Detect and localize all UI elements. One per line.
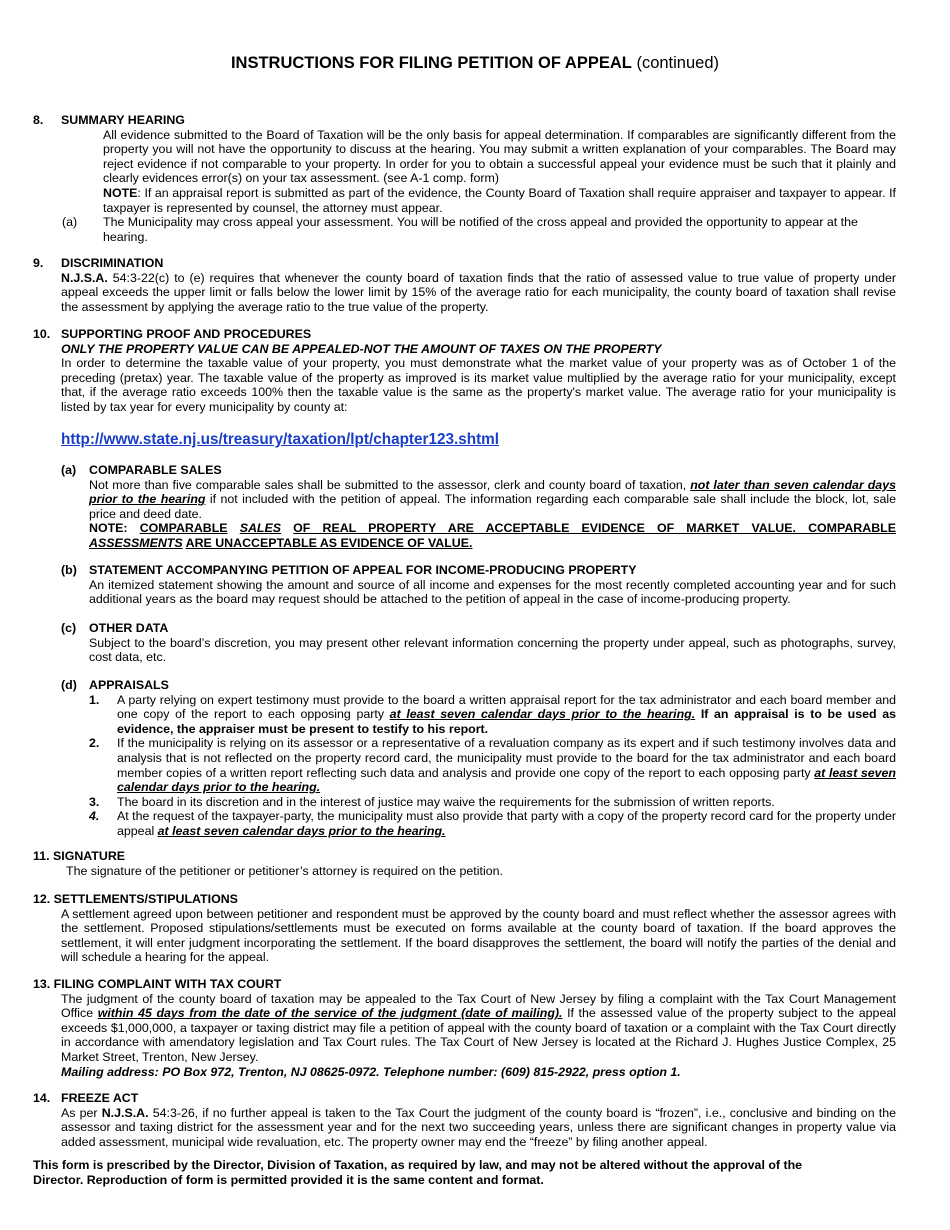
income-producing-statement: (b) STATEMENT ACCOMPANYING PETITION OF APPEAL FOR INCOME-PRODUCING PROPERTY An itemized statement showing the amount and source of all income and expenses for the most recently completed accounting year and for such additional years as the board may request should be attached to the petition of appeal in the case of income-producing property.	[61, 563, 896, 607]
section-discrimination: 9. DISCRIMINATION N.J.S.A. 54:3-22(c) to (e) requires that whenever the county board of taxation finds that the ratio of assessed value to true value of property under appeal exceeds the upper limit or falls below the lower limit by 15% of the average ratio for each municipality, the county board of taxation shall revise the assessment by applying the average ratio to the true value of the property.	[33, 256, 896, 314]
appraisal-item: 2. If the municipality is relying on its assessor or a representative of a revaluation company as its expert and if such testimony involves data and analysis that is not reflected on the property record card, the municipality must provide to the board for the tax administrator and each board member copies of a written report reflecting such data and analysis and provide one copy of the report to each opposing party at least seven calendar days prior to the hearing.	[89, 736, 897, 795]
appraisal-item: 4. At the request of the taxpayer-party, the municipality must also provide that party with a copy of the property record card for the property under appeal at least seven calendar days prior to the hearing.	[89, 809, 896, 838]
comparable-sales: (a) COMPARABLE SALES Not more than five comparable sales shall be submitted to the assessor, clerk and county board of taxation, not later than seven calendar days prior to the hearing if not included with the petition of appeal. The information regarding each comparable sale shall include the block, lot, sale price and deed date. NOTE: COMPARABLE SALES OF REAL PROPERTY ARE ACCEPTABLE EVIDENCE OF MARKET VALUE. COMPARABLE ASSESSMENTS ARE UNACCEPTABLE AS EVIDENCE OF VALUE.	[61, 463, 896, 550]
section-freeze-act: 14. FREEZE ACT As per N.J.S.A. 54:3-26, if no further appeal is taken to the Tax Court the judgment of the county board is “frozen”, i.e., conclusive and binding on the assessor and taxing district for the assessment year and for the next two succeeding years, unless there are significant changes in property value via added assessment, municipal wide revaluation, etc. The property owner may end the “freeze” by filing another appeal.	[33, 1091, 896, 1149]
section-tax-court: 13. FILING COMPLAINT WITH TAX COURT The judgment of the county board of taxation may be appealed to the Tax Court of New Jersey by filing a complaint with the Tax Court Management Office within 45 days from the date of the service of the judgment (date of mailing). If the assessed value of the property subject to the appeal exceeds $1,000,000, a taxpayer or taxing district may file a petition of appeal with the county board of taxation or a complaint with the Tax Court directly in accordance with amendatory legislation and Tax Court rules. The Tax Court of New Jersey is located at the Richard J. Hughes Justice Complex, 25 Market Street, Trenton, New Jersey. Mailing address: PO Box 972, Trenton, NJ 08625-0972. Telephone number: (609) 815-2922, press option 1.	[33, 977, 896, 1079]
cross-appeal-item: (a) The Municipality may cross appeal your assessment. You will be notified of the cross appeal and provided the opportunity to appear at the hearing.	[62, 215, 858, 244]
appraisals: (d) APPRAISALS 1. A party relying on expert testimony must provide to the board a written appraisal report for the tax administrator and each board member and one copy of the report to each opposing party at least seven calendar days prior to the hearing. If an appraisal is to be used as evidence, the appraiser must be present to testify to his report. 2. If the municipality is relying on its assessor or a representative of a revaluation company as its expert and if such testimony involves data and analysis that is not reflected on the property record card, the municipality must provide to the board for the tax administrator and each board member copies of a written report reflecting such data and analysis and provide one copy of the report to each opposing party at least seven calendar days prior to the hearing. 3. The board in its discretion and in the interest of justice may waive the requirements for the submission of written reports. 4. At the request of the taxpayer-party, the municipality must also provide that party with a copy of the property record card for the property under appeal at least seven calendar days prior to the hearing.	[61, 678, 897, 838]
section-settlements: 12. SETTLEMENTS/STIPULATIONS A settlement agreed upon between petitioner and respondent must be approved by the county board and must reflect whether the assessor agrees with the settlement. Proposed stipulations/settlements must be executed on forms available at the county board of taxation. If the board approves the settlement, it will enter judgment incorporating the settlement. If the board disapproves the settlement, the board will notify the parties of the denial and will schedule a hearing for the appeal.	[33, 892, 896, 965]
section-summary-hearing: 8. SUMMARY HEARING All evidence submitted to the Board of Taxation will be the only basis for appeal determination. If comparables are significantly different from the property you will not have the opportunity to discuss at the hearing. You may submit a written explanation of your comparables. The Board may reject evidence if not comparable to your property. In order for you to obtain a successful appeal your evidence must be such that it plainly and clearly evidences error(s) on your tax assessment. (see A-1 comp. form) NOTE: If an appraisal report is submitted as part of the evidence, the County Board of Taxation shall require appraiser and taxpayer to appear. If taxpayer is represented by counsel, the attorney must appear. (a) The Municipality may cross appeal your assessment. You will be notified of the cross appeal and provided the opportunity to appear at the hearing.	[33, 113, 896, 244]
section-supporting-proof: 10. SUPPORTING PROOF AND PROCEDURES ONLY THE PROPERTY VALUE CAN BE APPEALED-NOT THE AMOUNT OF TAXES ON THE PROPERTY In order to determine the taxable value of your property, you must demonstrate what the market value of your property was as of October 1 of the preceding (pretax) year. The taxable value of the property as improved is its market value multiplied by the average ratio for your municipality, except that, if the average ratio exceeds 100% then the taxable value is the same as the property's market value. The average ratio for your municipality is listed by tax year for every municipality by county at:	[33, 327, 896, 414]
chapter123-link[interactable]: http://www.state.nj.us/treasury/taxation/lpt/chapter123.shtml	[61, 431, 500, 448]
appraisal-item: 1. A party relying on expert testimony must provide to the board a written appraisal report for the tax administrator and each board member and one copy of the report to each opposing party at least seven calendar days prior to the hearing. If an appraisal is to be used as evidence, the appraiser must be present to testify to his report.	[89, 692, 896, 736]
section-signature: 11. SIGNATURE The signature of the petitioner or petitioner’s attorney is required on the petition.	[33, 849, 503, 878]
summary-hearing-text: All evidence submitted to the Board of Taxation will be the only basis for appeal determination. If comparables are significantly different from the property you will not have the opportunity to discuss at the hearing. You may submit a written explanation of your comparables. The Board may reject evidence if not comparable to your property. In order for you to obtain a successful appeal your evidence must be such that it plainly and clearly evidences error(s) on your tax assessment. (see A-1 comp. form) NOTE: If an appraisal report is submitted as part of the evidence, the County Board of Taxation shall require appraiser and taxpayer to appear. If taxpayer is represented by counsel, the attorney must appear.	[103, 127, 896, 215]
form-footer-notice: This form is prescribed by the Director, Division of Taxation, as required by law, and may not be altered without the approval of the Director. Reproduction of form is permitted provided it is the same content and format.	[33, 1158, 803, 1187]
page-title: INSTRUCTIONS FOR FILING PETITION OF APPEAL (continued)	[230, 54, 720, 72]
other-data: (c) OTHER DATA Subject to the board’s discretion, you may present other relevant information concerning the property under appeal, such as photographs, survey, cost data, etc.	[61, 621, 896, 665]
appraisal-item: 3. The board in its discretion and in the interest of justice may waive the requirements for the submission of written reports.	[89, 794, 775, 809]
